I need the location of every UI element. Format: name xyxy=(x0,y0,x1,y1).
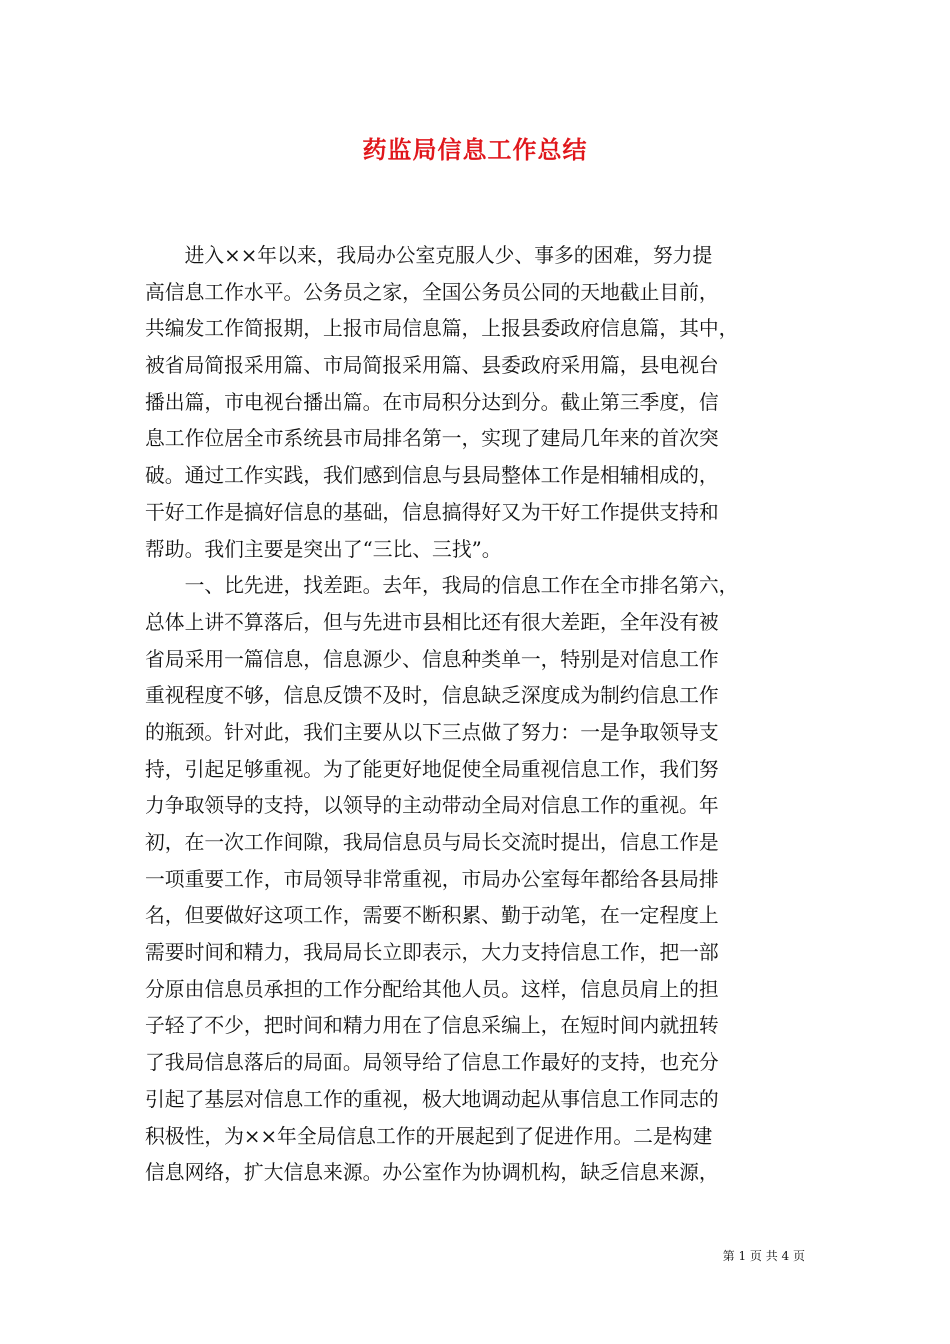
body-line: 力争取领导的支持，以领导的主动带动全局对信息工作的重视。年 xyxy=(145,794,719,818)
body-line: 初，在一次工作间隙，我局信息员与局长交流时提出，信息工作是 xyxy=(145,831,719,854)
body-line: 需要时间和精力，我局局长立即表示，大力支持信息工作，把一部 xyxy=(145,941,719,965)
document-body xyxy=(145,238,810,1192)
body-line: 破。通过工作实践，我们感到信息与县局整体工作是相辅相成的， xyxy=(145,464,719,488)
body-line: 持，引起足够重视。为了能更好地促使全局重视信息工作，我们努 xyxy=(145,757,719,781)
body-line: 分原由信息员承担的工作分配给其他人员。这样，信息员肩上的担 xyxy=(145,977,719,1001)
body-line: 名，但要做好这项工作，需要不断积累、勤于动笔，在一定程度上 xyxy=(145,904,719,928)
body-line: 省局采用一篇信息，信息源少、信息种类单一，特别是对信息工作 xyxy=(145,647,719,671)
body-line: 总体上讲不算落后，但与先进市县相比还有很大差距，全年没有被 xyxy=(145,610,719,634)
body-line: 信息网络，扩大信息来源。办公室作为协调机构，缺乏信息来源， xyxy=(145,1161,719,1185)
body-line: 息工作位居全市系统县市局排名第一，实现了建局几年来的首次突 xyxy=(145,427,719,451)
body-line: 进入××年以来，我局办公室克服人少、事多的困难，努力提 xyxy=(145,244,713,267)
body-line: 子轻了不少，把时间和精力用在了信息采编上，在短时间内就扭转 xyxy=(145,1014,719,1038)
body-line: 积极性，为××年全局信息工作的开展起到了促进作用。二是构建 xyxy=(145,1124,713,1148)
body-line: 一、比先进，找差距。去年，我局的信息工作在全市排名第六， xyxy=(145,574,739,598)
body-line: 帮助。我们主要是突出了“三比、三找”。 xyxy=(145,537,502,561)
page-number: 第 1 页 共 4 页 xyxy=(722,1249,805,1263)
body-line: 高信息工作水平。公务员之家，全国公务员公同的天地截止目前， xyxy=(145,280,719,304)
body-line: 一项重要工作，市局领导非常重视，市局办公室每年都给各县局排 xyxy=(145,867,719,891)
document-title: 药监局信息工作总结 xyxy=(362,135,588,164)
body-line: 重视程度不够，信息反馈不及时，信息缺乏深度成为制约信息工作 xyxy=(145,684,719,708)
body-line: 引起了基层对信息工作的重视，极大地调动起从事信息工作同志的 xyxy=(145,1087,719,1111)
body-line: 共编发工作简报期，上报市局信息篇，上报县委政府信息篇，其中， xyxy=(145,317,739,341)
body-line: 被省局简报采用篇、市局简报采用篇、县委政府采用篇，县电视台 xyxy=(145,354,719,378)
body-line: 了我局信息落后的局面。局领导给了信息工作最好的支持，也充分 xyxy=(145,1051,719,1075)
body-line: 播出篇，市电视台播出篇。在市局积分达到分。截止第三季度，信 xyxy=(145,390,719,414)
body-line: 的瓶颈。针对此，我们主要从以下三点做了努力：一是争取领导支 xyxy=(145,720,719,744)
body-line: 干好工作是搞好信息的基础，信息搞得好又为干好工作提供支持和 xyxy=(145,500,719,524)
